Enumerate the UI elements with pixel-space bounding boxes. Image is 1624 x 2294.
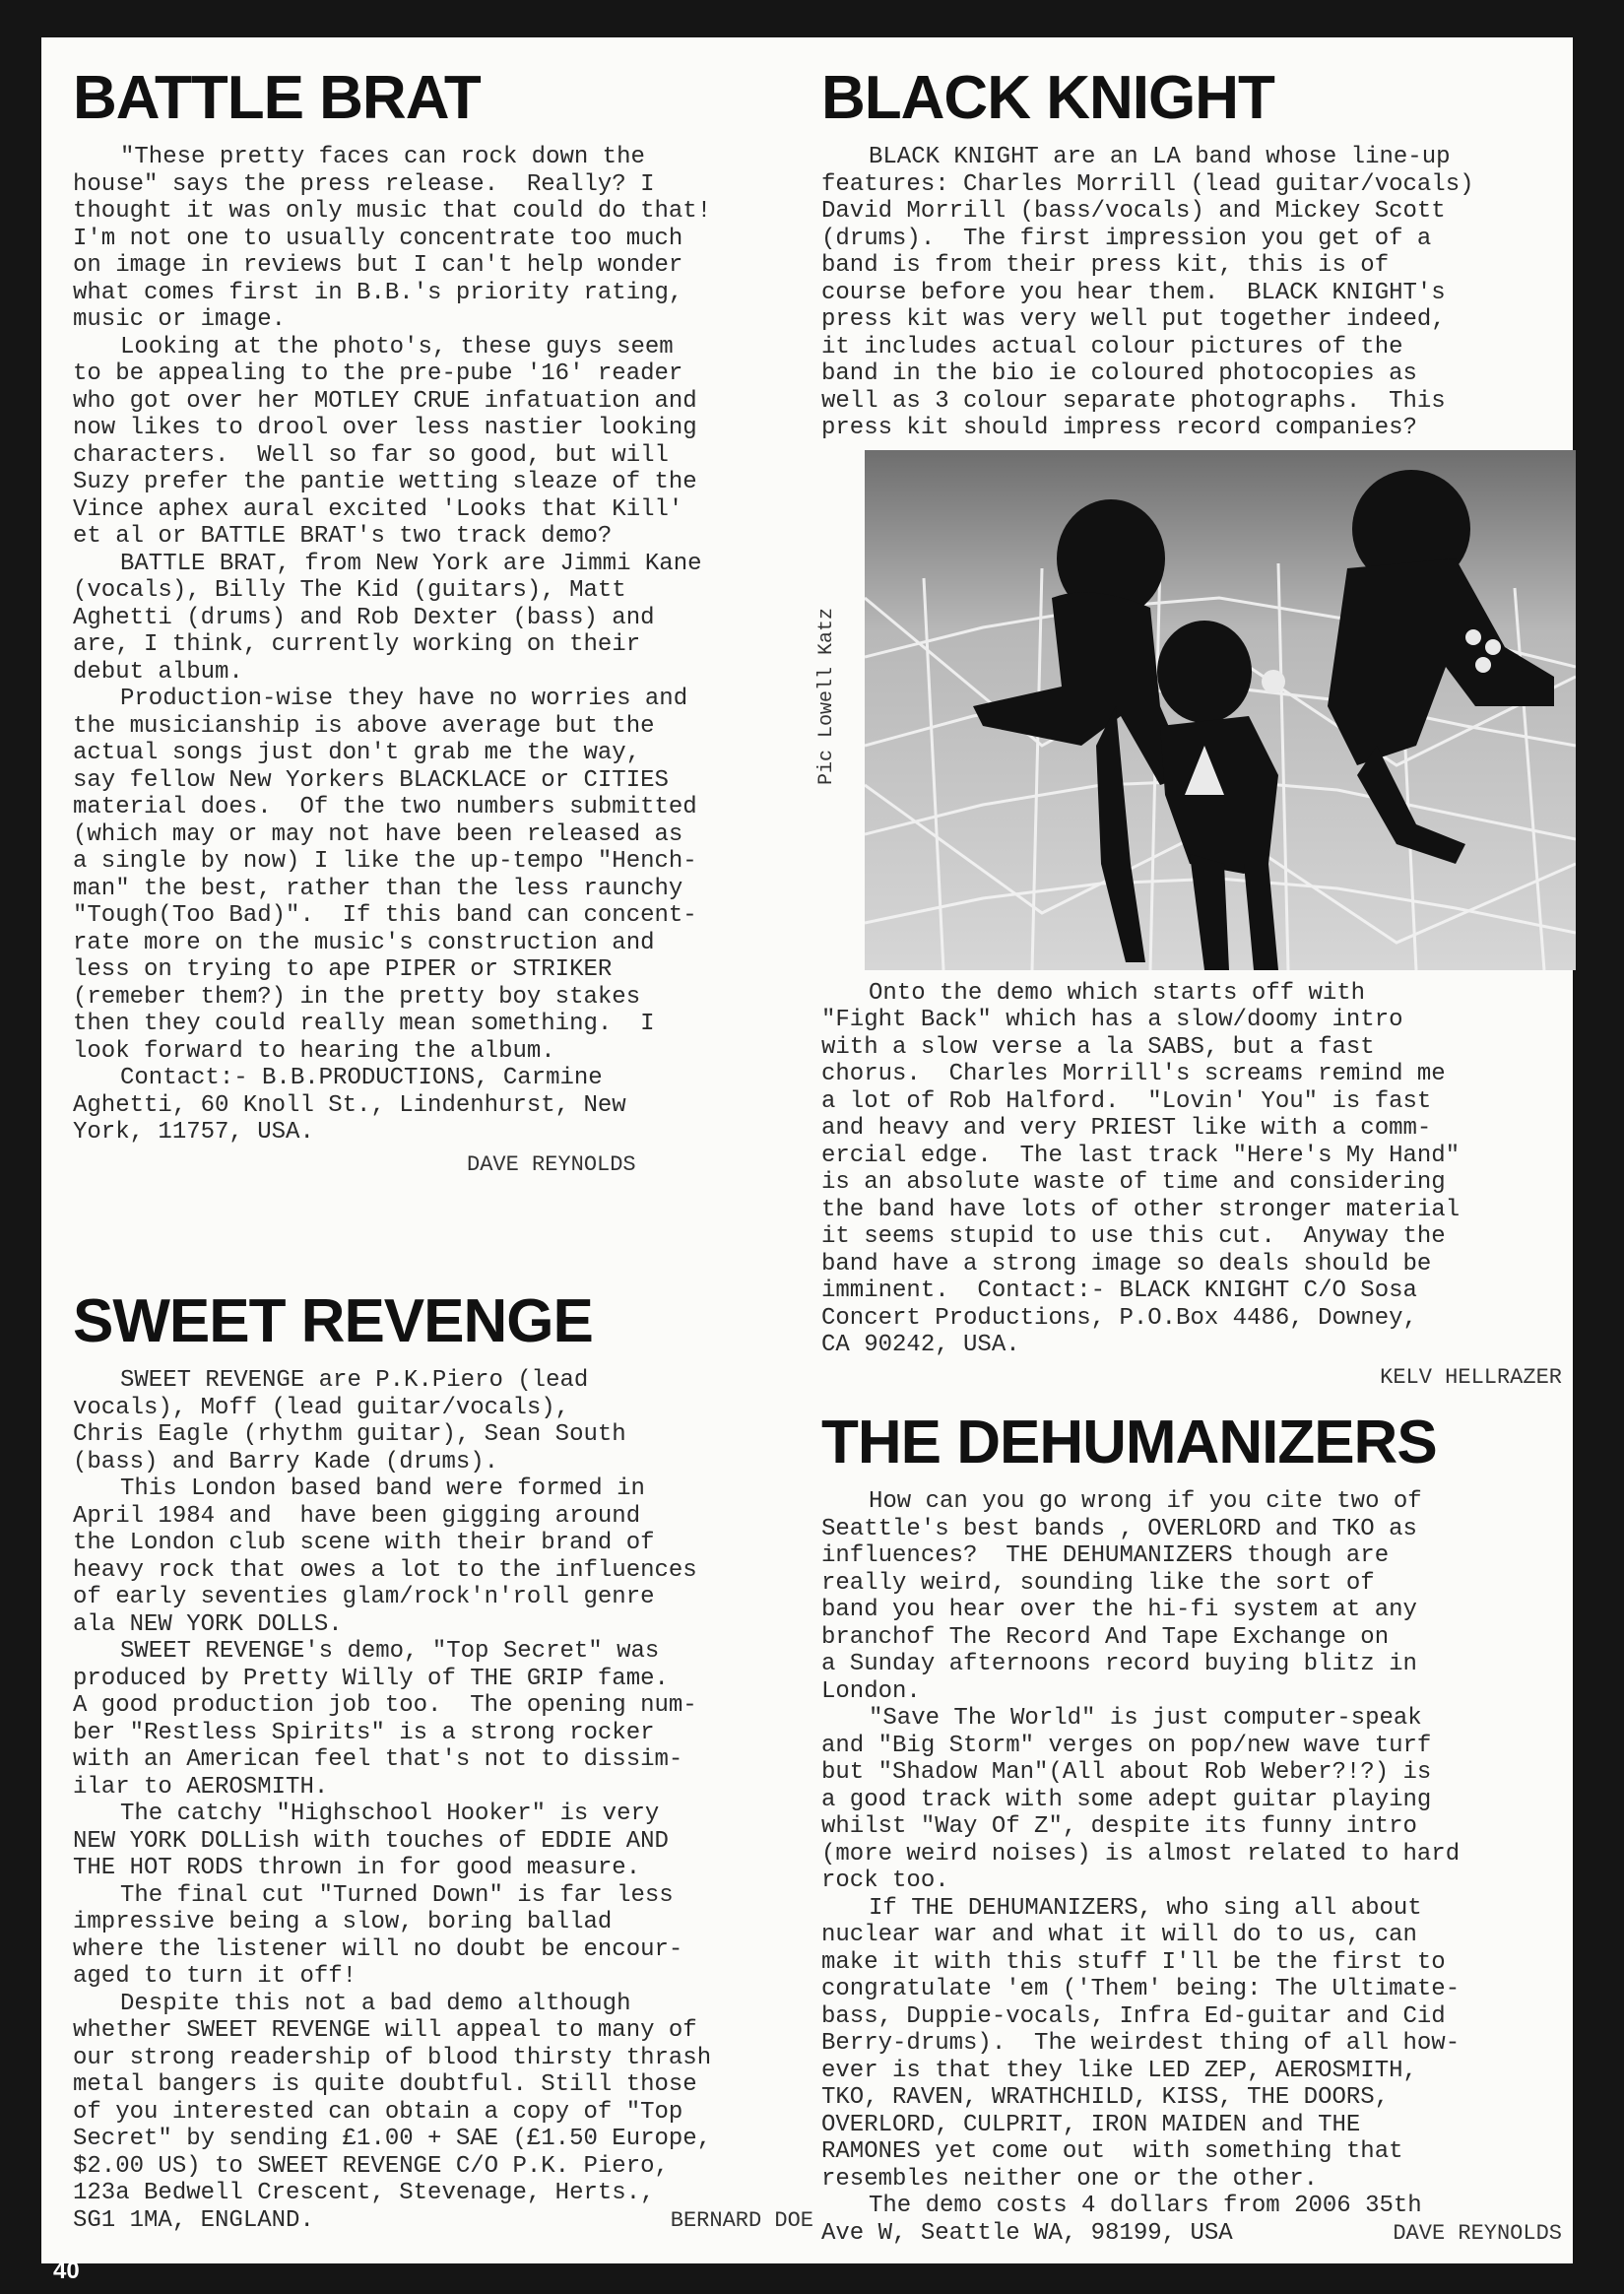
article-title: SWEET REVENGE xyxy=(73,1287,593,1355)
paragraph: The catchy "Highschool Hooker" is very NEW YORK DOLLish with touches of EDDIE AND THE HOT RODS thrown in for good measure. xyxy=(73,1801,669,1881)
article-body xyxy=(821,144,1570,442)
paragraph: SWEET REVENGE are P.K.Piero (lead vocals), Moff (lead guitar/vocals), Chris Eagle (rhythm guitar), Sean South (bass) and Barry Kade (drums). xyxy=(73,1367,626,1475)
article-body xyxy=(73,1367,821,2234)
article-sweet-revenge xyxy=(73,1287,821,2236)
paragraph: This London based band were formed in April 1984 and have been gigging around the London club scene with their brand of heavy rock that owes a lot to the influences of early seventies glam/rock'n'roll genre ala NEW YORK DOLLS. xyxy=(73,1475,697,1638)
paragraph: How can you go wrong if you cite two of Seattle's best bands , OVERLORD and TKO as influences? THE DEHUMANIZERS though are really weird, sounding like the sort of band you hear over the hi-fi system at any branchof The Record And Tape Exchange on a Sunday afternoons record buying blitz in London. xyxy=(821,1488,1422,1705)
paragraph: SWEET REVENGE's demo, "Top Secret" was produced by Pretty Willy of THE GRIP fame. A good production job too. The opening num- ber "Restless Spirits" is a strong rocker with an American feel that's not to dissim- ilar to AEROSMITH. xyxy=(73,1638,697,1801)
article-battle-brat xyxy=(73,64,821,1180)
article-title: BLACK KNIGHT xyxy=(821,64,1274,132)
magazine-page xyxy=(41,37,1573,2263)
paragraph: "Save The World" is just computer-speak and "Big Storm" verges on pop/new wave turf but "Shadow Man"(All about Rob Weber?!?) is a good track with some adept guitar playing whilst "Way Of Z", despite its funny intro (more weird noises) is almost related to hard rock too. xyxy=(821,1705,1461,1894)
byline: DAVE REYNOLDS xyxy=(467,1151,636,1177)
paragraph: Despite this not a bad demo although whether SWEET REVENGE will appeal to many of our strong readership of blood thirsty thrash metal bangers is quite doubtful. Still those of you interested can obtain a copy of "Top Secret" by sending £1.00 + SAE (£1.50 Europe, $2.00 US) to SWEET REVENGE C/O P.K. Piero, 123a Bedwell Crescent, Stevenage, Herts., SG1 1MA, ENGLAND. xyxy=(73,1990,712,2234)
paragraph: Contact:- B.B.PRODUCTIONS, Carmine Aghetti, 60 Knoll St., Lindenhurst, New York, 11757, USA. xyxy=(73,1065,626,1146)
paragraph: Production-wise they have no worries and the musicianship is above average but the actual songs just don't grab me the way, say fellow New Yorkers BLACKLACE or CITIES material does. Of the two numbers submitted (which may or may not have been released as a single by now) I like the up-tempo "Hench- man" the best, rather than the less raunchy "Tough(Too Bad)". If this band can concent- rate more on the music's construction and less on trying to ape PIPER or STRIKER (remeber them?) in the pretty boy stakes then they could really mean something. I look forward to hearing the album. xyxy=(73,686,697,1065)
article-body xyxy=(821,1488,1570,2247)
paragraph: The demo costs 4 dollars from 2006 35th Ave W, Seattle WA, 98199, USA xyxy=(821,2193,1422,2247)
paragraph: BLACK KNIGHT are an LA band whose line-up features: Charles Morrill (lead guitar/vocals) David Morrill (bass/vocals) and Mickey Scott (drums). The first impression you get of a band is from their press kit, this is of course before you hear them. BLACK KNIGHT's press kit was very well put together indeed, it includes actual colour pictures of the band in the bio ie coloured photocopies as well as 3 colour separate photographs. This press kit should impress record companies? xyxy=(821,144,1474,441)
band-photo xyxy=(865,450,1576,970)
byline: KELV HELLRAZER xyxy=(1380,1364,1562,1390)
paragraph: BATTLE BRAT, from New York are Jimmi Kane (vocals), Billy The Kid (guitars), Matt Aghetti (drums) and Rob Dexter (bass) and are, I think, currently working on their debut album. xyxy=(73,550,702,686)
photo-credit: Pic Lowell Katz xyxy=(815,607,838,785)
article-title: BATTLE BRAT xyxy=(73,64,481,132)
page-number: 40 xyxy=(53,2258,80,2284)
article-body xyxy=(73,144,821,1147)
article-title: THE DEHUMANIZERS xyxy=(821,1409,1437,1476)
paragraph: Onto the demo which starts off with "Fight Back" which has a slow/doomy intro with a slow verse a la SABS, but a fast chorus. Charles Morrill's screams remind me a lot of Rob Halford. "Lovin' You" is fast and heavy and very PRIEST like with a comm- ercial edge. The last track "Here's My Hand" is an absolute waste of time and considering the band have lots of other stronger material it seems stupid to use this cut. Anyway the band have a strong image so deals should be imminent. Contact:- BLACK KNIGHT C/O Sosa Concert Productions, P.O.Box 4486, Downey, CA 90242, USA. xyxy=(821,979,1461,1358)
byline: DAVE REYNOLDS xyxy=(1393,2221,1562,2246)
byline: BERNARD DOE xyxy=(670,2208,813,2233)
band-photo-block xyxy=(815,450,1570,970)
paragraph: The final cut "Turned Down" is far less impressive being a slow, boring ballad where the listener will no doubt be encour- aged to turn it off! xyxy=(73,1881,683,1990)
paragraph: "These pretty faces can rock down the house" says the press release. Really? I thought it was only music that could do that! I'm not one to usually concentrate too much on image in reviews but I can't help wonder what comes first in B.B.'s priority rating, music or image. xyxy=(73,144,712,333)
article-the-dehumanizers xyxy=(821,1411,1570,2249)
article-body-continued xyxy=(821,980,1570,1359)
article-black-knight xyxy=(815,64,1570,1393)
paragraph: Looking at the photo's, these guys seem to be appealing to the pre-pube '16' reader who got over her MOTLEY CRUE infatuation and now likes to drool over less nastier looking characters. Well so far so good, but will Suzy prefer the pantie wetting sleaze of the Vince aphex aural excited 'Looks that Kill' et al or BATTLE BRAT's two track demo? xyxy=(73,333,697,550)
paragraph: If THE DEHUMANIZERS, who sing all about nuclear war and what it will do to us, can make it with this stuff I'll be the first to congratulate 'em ('Them' being: The Ultimate- bass, Duppie-vocals, Infra Ed-guitar and Cid Berry-drums). The weirdest thing of all how- ever is that they like LED ZEP, AEROSMITH, TKO, RAVEN, WRATHCHILD, KISS, THE DOORS, OVERLORD, CULPRIT, IRON MAIDEN and THE RAMONES yet come out with something that resembles neither one or the other. xyxy=(821,1894,1461,2193)
